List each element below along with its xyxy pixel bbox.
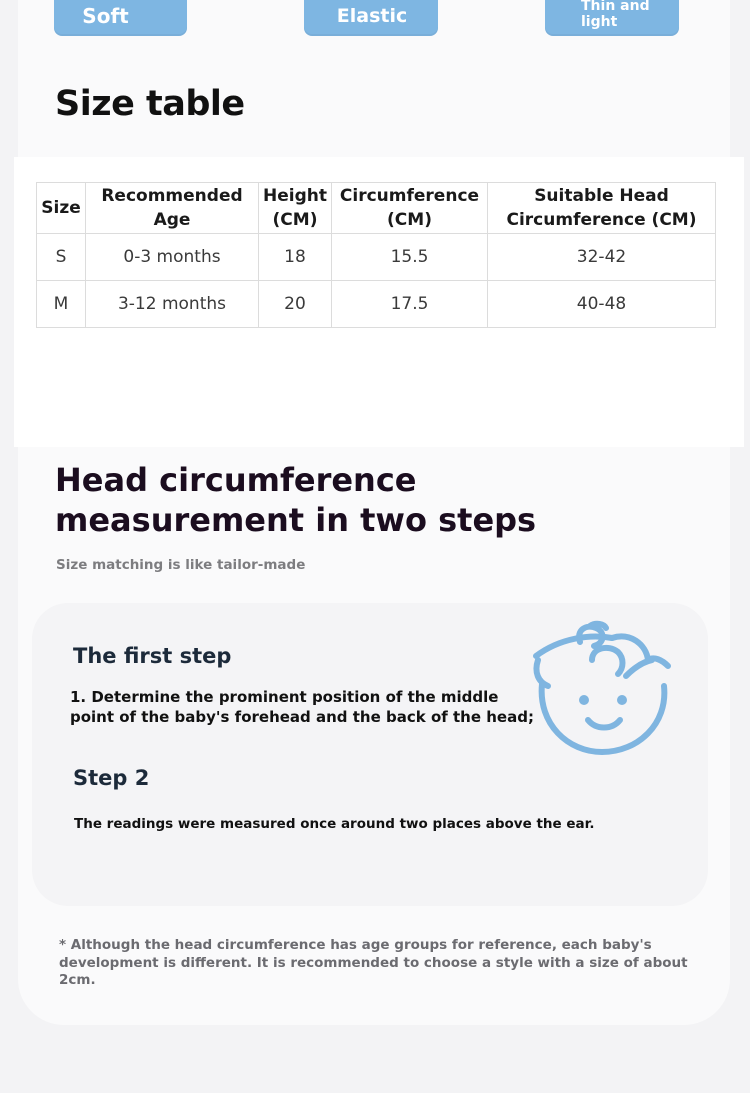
baby-eye-right <box>617 695 627 705</box>
measurement-subtitle: Size matching is like tailor-made <box>56 557 306 573</box>
baby-head-icon <box>530 620 678 760</box>
step2-title: Step 2 <box>73 766 150 790</box>
cell-height: 20 <box>259 281 332 328</box>
size-table-header-row <box>37 183 716 234</box>
step1-text: 1. Determine the prominent position of the middle point of the baby's forehead and the back of the head; <box>70 688 534 726</box>
cell-head-circumference: 32-42 <box>488 234 716 281</box>
cell-circumference: 17.5 <box>332 281 488 328</box>
header-circumference <box>332 183 488 234</box>
header-recommended-age <box>86 183 259 234</box>
table-row <box>37 281 716 328</box>
tag-elastic <box>304 0 438 36</box>
tag-thin-and-light <box>545 0 679 36</box>
step1-title: The first step <box>73 644 232 668</box>
baby-eye-left <box>579 695 589 705</box>
size-table <box>36 182 716 328</box>
cell-age: 0-3 months <box>86 234 259 281</box>
cell-size: M <box>37 281 86 328</box>
header-height-label: Height (CM) <box>263 186 327 230</box>
footnote: * Although the head circumference has age groups for reference, each baby's development is different. It is recommended to choose a style with a size of about 2cm. <box>59 937 688 988</box>
cell-age: 3-12 months <box>86 281 259 328</box>
tag-soft-label: Soft <box>82 4 129 28</box>
header-suitable-head-circumference-label: Suitable Head Circumference (CM) <box>506 186 697 230</box>
tag-thin-and-light-label: Thin and light <box>581 0 650 30</box>
size-table-title: Size table <box>55 84 245 124</box>
cell-circumference: 15.5 <box>332 234 488 281</box>
tag-soft <box>54 0 187 36</box>
cell-size: S <box>37 234 86 281</box>
header-size: Size <box>37 183 86 234</box>
measurement-title: Head circumference measurement in two steps <box>55 461 537 539</box>
cell-head-circumference: 40-48 <box>488 281 716 328</box>
baby-smile <box>588 720 620 728</box>
table-row <box>37 234 716 281</box>
header-recommended-age-label: Recommended Age <box>101 186 243 230</box>
header-height <box>259 183 332 234</box>
step2-text: The readings were measured once around two places above the ear. <box>74 816 595 832</box>
header-suitable-head-circumference <box>488 183 716 234</box>
cell-height: 18 <box>259 234 332 281</box>
tag-elastic-label: Elastic <box>336 5 408 27</box>
header-circumference-label: Circumference (CM) <box>339 186 480 230</box>
